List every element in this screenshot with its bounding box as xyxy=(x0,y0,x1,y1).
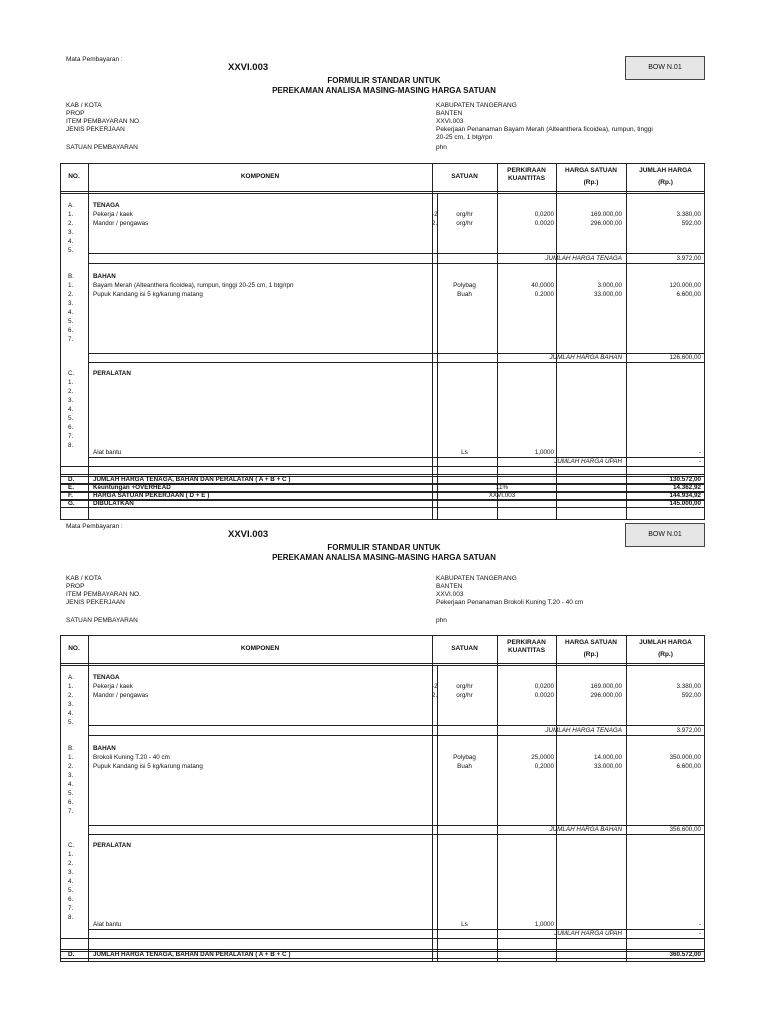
header-satuan: SATUAN xyxy=(451,645,478,652)
alat-name: Alat bantu xyxy=(93,449,122,456)
group-letter: C. xyxy=(68,370,75,377)
subtotal-label: JUMLAH HARGA TENAGA xyxy=(545,255,622,262)
mata-label: Mata Pembayaran : xyxy=(66,56,123,63)
row-no: 4. xyxy=(68,781,74,788)
info-label: KAB / KOTA xyxy=(66,102,102,109)
info-label: ITEM PEMBAYARAN NO. xyxy=(66,591,141,598)
header-no: NO. xyxy=(68,173,80,180)
row-total: 6.600,00 xyxy=(676,291,701,298)
subtotal-label: JUMLAH HARGA TENAGA xyxy=(545,727,622,734)
subtotal-rule xyxy=(60,466,705,467)
row-price: 169.000,00 xyxy=(590,683,622,690)
row-no: 8. xyxy=(68,442,74,449)
subtotal-value: 356.600,00 xyxy=(669,826,701,833)
bow-badge: BOW N.01 xyxy=(625,56,705,80)
subtotal-rule xyxy=(60,938,705,939)
row-no: 5. xyxy=(68,247,74,254)
row-price: 296.000,00 xyxy=(590,220,622,227)
footer-total: 360.572,00 xyxy=(669,951,701,958)
header-jumlah-1: JUMLAH HARGA xyxy=(639,167,692,174)
row-no: 1. xyxy=(68,282,74,289)
row-no: 3. xyxy=(68,229,74,236)
header-jumlah-2: (Rp.) xyxy=(658,179,673,186)
row-qty: 0.0020 xyxy=(534,220,554,227)
group-letter: B. xyxy=(68,273,74,280)
header-harga-2: (Rp.) xyxy=(583,179,599,186)
row-no: 1. xyxy=(68,754,74,761)
header-komponen: KOMPONEN xyxy=(240,645,280,652)
row-no: 1. xyxy=(68,851,74,858)
info-value: Pekerjaan Penanaman Brokoli Kuning T.20 - 40 cm xyxy=(436,599,584,606)
group-label: BAHAN xyxy=(93,273,116,280)
info-label: PROP xyxy=(66,110,85,117)
row-name: Mandor / pengawas xyxy=(93,220,149,227)
row-no: 4. xyxy=(68,710,74,717)
alat-total: - xyxy=(698,921,701,928)
row-satuan: Buah xyxy=(457,291,472,298)
row-no: 5. xyxy=(68,318,74,325)
row-no: 7. xyxy=(68,808,74,815)
row-no: 2. xyxy=(68,220,74,227)
row-no: 1. xyxy=(68,683,74,690)
subtotal-value: 126.600,00 xyxy=(669,354,701,361)
row-no: 4. xyxy=(68,406,74,413)
info-label: KAB / KOTA xyxy=(66,575,102,582)
code-title: XXVI.003 xyxy=(228,62,269,73)
row-satuan: Polybag xyxy=(453,754,476,761)
info-label: SATUAN PEMBAYARAN xyxy=(66,617,138,624)
row-satuan: org/hr xyxy=(456,683,473,690)
info-label: JENIS PEKERJAAN xyxy=(66,599,125,606)
row-total: 6.600,00 xyxy=(676,763,701,770)
code-title: XXVI.003 xyxy=(228,529,269,540)
row-no: 5. xyxy=(68,415,74,422)
info-value: BANTEN xyxy=(436,110,463,117)
row-total: 592,00 xyxy=(681,692,701,699)
row-total: 350.000,00 xyxy=(669,754,701,761)
header-rule xyxy=(60,663,705,664)
row-qty: 40,0000 xyxy=(531,282,554,289)
alat-satuan: Ls xyxy=(461,921,468,928)
info-value: phn xyxy=(436,617,447,624)
row-no: 5. xyxy=(68,790,74,797)
header-kuantitas-2: KUANTITAS xyxy=(507,647,546,654)
footer-label: JUMLAH HARGA TENAGA, BAHAN DAN PERALATAN ( A + B + C ) xyxy=(93,476,291,483)
row-price: 169.000,00 xyxy=(590,211,622,218)
row-mark: 2. xyxy=(432,692,438,699)
form-title: FORMULIR STANDAR UNTUK xyxy=(327,543,441,552)
row-satuan: org/hr xyxy=(456,211,473,218)
row-name: Pupuk Kandang isi 5 kg/karung matang xyxy=(93,291,203,298)
row-no: 2. xyxy=(68,763,74,770)
footer-letter: D. xyxy=(68,951,75,958)
alat-qty: 1,0000 xyxy=(534,449,554,456)
footer-total: 144.934,92 xyxy=(669,492,701,499)
column-rule xyxy=(626,476,627,508)
row-total: 3.380,00 xyxy=(676,211,701,218)
row-total: 120.000,00 xyxy=(669,282,701,289)
header-rule xyxy=(60,193,705,194)
subtotal-label: JUMLAH HARGA UPAH xyxy=(554,458,622,465)
header-satuan: SATUAN xyxy=(451,173,478,180)
subtotal-rule xyxy=(88,362,705,363)
header-rule xyxy=(60,191,705,192)
row-no: 4. xyxy=(68,238,74,245)
footer-letter: D. xyxy=(68,476,75,483)
group-label: BAHAN xyxy=(93,745,116,752)
footer-label: JUMLAH HARGA TENAGA, BAHAN DAN PERALATAN ( A + B + C ) xyxy=(93,951,291,958)
row-qty: 0.0020 xyxy=(534,692,554,699)
form-subtitle: PEREKAMAN ANALISA MASING-MASING HARGA SATUAN xyxy=(272,553,496,562)
column-rule xyxy=(437,193,438,520)
header-harga-1: HARGA SATUAN xyxy=(565,167,617,174)
info-label: ITEM PEMBAYARAN NO. xyxy=(66,118,141,125)
row-qty: 0,2000 xyxy=(534,763,554,770)
row-satuan: Buah xyxy=(457,763,472,770)
info-label: SATUAN PEMBAYARAN xyxy=(66,144,138,151)
row-name: Pekerja / kaek xyxy=(93,683,133,690)
info-value: Pekerjaan Penanaman Bayam Merah (Alteanthera ficoidea), rumpun, tinggi xyxy=(436,126,653,133)
mata-label: Mata Pembayaran : xyxy=(66,523,123,530)
footer-total: 14.362,92 xyxy=(672,484,701,491)
group-letter: C. xyxy=(68,842,75,849)
row-name: Pupuk Kandang isi 5 kg/karung matang xyxy=(93,763,203,770)
row-name: Brokoli Kuning T.20 - 40 cm xyxy=(93,754,170,761)
row-name: Pekerja / kaek xyxy=(93,211,133,218)
subtotal-rule xyxy=(88,263,705,264)
row-mark: 2. xyxy=(432,220,438,227)
row-price: 33.000,00 xyxy=(593,291,622,298)
subtotal-value: - xyxy=(698,458,701,465)
footer-letter: E. xyxy=(68,484,74,491)
row-satuan: Polybag xyxy=(453,282,476,289)
header-harga-2: (Rp.) xyxy=(583,651,599,658)
subtotal-label: JUMLAH HARGA BAHAN xyxy=(549,354,622,361)
footer-label: DIBULATKAN xyxy=(93,500,134,507)
subtotal-label: JUMLAH HARGA UPAH xyxy=(554,930,622,937)
footer-mid: 11% xyxy=(495,484,509,491)
info-value: BANTEN xyxy=(436,583,463,590)
header-kuantitas-1: PERKIRAAN xyxy=(507,639,546,646)
header-komponen: KOMPONEN xyxy=(240,173,280,180)
info-value: KABUPATEN TANGERANG xyxy=(436,575,517,582)
form-subtitle: PEREKAMAN ANALISA MASING-MASING HARGA SATUAN xyxy=(272,86,496,95)
row-qty: 25,0000 xyxy=(531,754,554,761)
alat-satuan: Ls xyxy=(461,449,468,456)
info-label: PROP xyxy=(66,583,85,590)
row-no: 8. xyxy=(68,914,74,921)
group-label: PERALATAN xyxy=(93,370,131,377)
column-rule xyxy=(88,635,89,962)
row-total: 3.380,00 xyxy=(676,683,701,690)
row-no: 7. xyxy=(68,905,74,912)
info-value: phn xyxy=(436,144,447,151)
row-no: 1. xyxy=(68,379,74,386)
subtotal-value: 3.972,00 xyxy=(676,255,701,262)
row-qty: 0,0200 xyxy=(534,683,554,690)
row-price: 296.000,00 xyxy=(590,692,622,699)
row-total: 592,00 xyxy=(681,220,701,227)
info-value: KABUPATEN TANGERANG xyxy=(436,102,517,109)
header-kuantitas-1: PERKIRAAN xyxy=(507,167,546,174)
info-label: JENIS PEKERJAAN xyxy=(66,126,125,133)
row-price: 33.000,00 xyxy=(593,763,622,770)
row-no: 3. xyxy=(68,300,74,307)
alat-total: - xyxy=(698,449,701,456)
info-value: XXVI.003 xyxy=(436,591,464,598)
subtotal-rule xyxy=(88,735,705,736)
row-no: 3. xyxy=(68,397,74,404)
group-letter: B. xyxy=(68,745,74,752)
row-price: 14.000,00 xyxy=(593,754,622,761)
row-no: 2. xyxy=(68,860,74,867)
subtotal-rule xyxy=(88,834,705,835)
footer-total: 130.572,00 xyxy=(669,476,701,483)
header-rule xyxy=(60,665,705,666)
row-mark: -2 xyxy=(432,683,438,690)
group-letter: A. xyxy=(68,202,74,209)
column-rule xyxy=(437,665,438,962)
footer-label: HARGA SATUAN PEKERJAAN ( D + E ) xyxy=(93,492,210,499)
info-value: 20-25 cm, 1 btg/rpn xyxy=(436,134,493,141)
footer-letter: G. xyxy=(68,500,75,507)
row-no: 5. xyxy=(68,887,74,894)
footer-letter: F. xyxy=(68,492,73,499)
alat-name: Alat bantu xyxy=(93,921,122,928)
footer-total: 145.000,00 xyxy=(669,500,701,507)
row-no: 4. xyxy=(68,309,74,316)
row-no: 6. xyxy=(68,799,74,806)
group-label: TENAGA xyxy=(93,674,120,681)
footer-label: Keuntungan +OVERHEAD xyxy=(93,484,171,491)
row-price: 3.000,00 xyxy=(597,282,622,289)
header-jumlah-2: (Rp.) xyxy=(658,651,673,658)
row-no: 2. xyxy=(68,692,74,699)
row-no: 6. xyxy=(68,896,74,903)
row-no: 4. xyxy=(68,878,74,885)
row-satuan: org/hr xyxy=(456,220,473,227)
form-title: FORMULIR STANDAR UNTUK xyxy=(327,76,441,85)
row-mark: -2 xyxy=(432,211,438,218)
header-no: NO. xyxy=(68,645,80,652)
alat-qty: 1,0000 xyxy=(534,921,554,928)
header-jumlah-1: JUMLAH HARGA xyxy=(639,639,692,646)
row-qty: 0.2000 xyxy=(534,291,554,298)
column-rule xyxy=(626,951,627,959)
row-no: 2. xyxy=(68,291,74,298)
info-value: XXVI.003 xyxy=(436,118,464,125)
subtotal-value: - xyxy=(698,930,701,937)
row-name: Mandor / pengawas xyxy=(93,692,149,699)
row-no: 2. xyxy=(68,388,74,395)
group-label: TENAGA xyxy=(93,202,120,209)
row-no: 6. xyxy=(68,424,74,431)
row-qty: 0,0200 xyxy=(534,211,554,218)
row-name: Bayam Merah (Alteanthera ficoidea), rumpun, tinggi 20-25 cm, 1 btg/rpn xyxy=(93,282,294,289)
row-no: 5. xyxy=(68,719,74,726)
row-no: 7. xyxy=(68,433,74,440)
group-letter: A. xyxy=(68,674,74,681)
subtotal-value: 3.972,00 xyxy=(676,727,701,734)
footer-mid: XXVI.003 xyxy=(488,492,516,499)
header-harga-1: HARGA SATUAN xyxy=(565,639,617,646)
header-kuantitas-2: KUANTITAS xyxy=(507,175,546,182)
group-label: PERALATAN xyxy=(93,842,131,849)
row-no: 3. xyxy=(68,869,74,876)
row-no: 3. xyxy=(68,772,74,779)
row-no: 6. xyxy=(68,327,74,334)
row-satuan: org/hr xyxy=(456,692,473,699)
row-no: 1. xyxy=(68,211,74,218)
bow-badge: BOW N.01 xyxy=(625,523,705,547)
subtotal-label: JUMLAH HARGA BAHAN xyxy=(549,826,622,833)
row-no: 3. xyxy=(68,701,74,708)
row-no: 7. xyxy=(68,336,74,343)
